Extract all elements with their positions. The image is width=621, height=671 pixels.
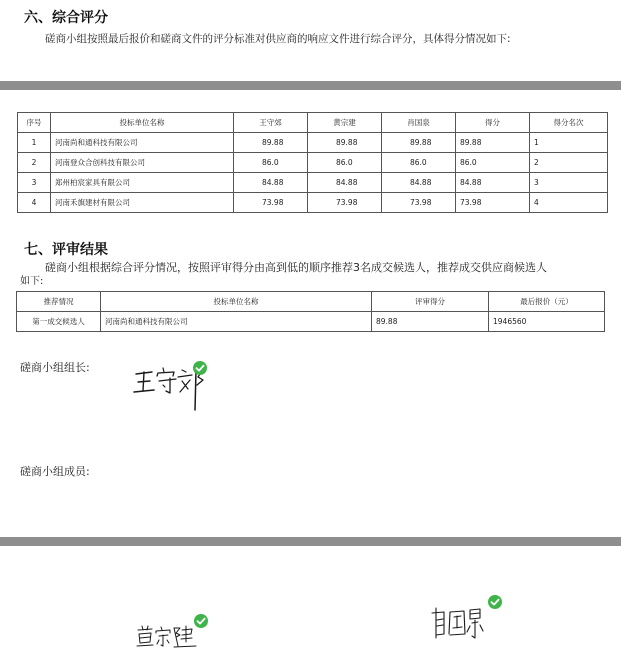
table-cell: 73.98	[456, 193, 530, 213]
result-col-header: 投标单位名称	[101, 292, 372, 312]
score-col-header: 序号	[18, 113, 51, 133]
table-row	[18, 133, 608, 153]
score-col-header: 肖国泉	[382, 113, 456, 133]
verified-check-icon	[488, 595, 502, 609]
table-cell: 河南登众合创科技有限公司	[51, 153, 234, 173]
table-cell: 73.98	[308, 193, 382, 213]
table-cell: 河南禾旗建材有限公司	[51, 193, 234, 213]
table-cell: 4	[530, 193, 608, 213]
result-table-header-row	[17, 292, 605, 312]
result-table	[16, 291, 605, 332]
verified-check-icon	[194, 614, 208, 628]
table-cell: 3	[530, 173, 608, 193]
score-col-header: 黄宗建	[308, 113, 382, 133]
table-cell: 河南尚和通科技有限公司	[101, 312, 372, 332]
score-table-header-row	[18, 113, 608, 133]
table-cell: 86.0	[308, 153, 382, 173]
table-cell: 2	[18, 153, 51, 173]
table-cell: 73.98	[382, 193, 456, 213]
member-signature-2	[428, 604, 498, 644]
table-cell: 84.88	[456, 173, 530, 193]
table-row	[18, 173, 608, 193]
table-cell: 第一成交候选人	[17, 312, 101, 332]
table-cell: 89.88	[372, 312, 489, 332]
table-cell: 2	[530, 153, 608, 173]
table-cell: 86.0	[382, 153, 456, 173]
table-row	[17, 312, 605, 332]
section-6-text: 磋商小组按照最后报价和磋商文件的评分标准对供应商的响应文件进行综合评分，具体得分情况如下:	[45, 33, 511, 45]
table-cell: 84.88	[382, 173, 456, 193]
table-cell: 3	[18, 173, 51, 193]
table-row	[18, 193, 608, 213]
score-table	[17, 112, 608, 213]
table-row	[18, 153, 608, 173]
members-label: 磋商小组成员:	[20, 465, 90, 478]
section-7-heading: 七、评审结果	[24, 242, 108, 258]
table-cell: 郑州柏宸家具有限公司	[51, 173, 234, 193]
table-cell: 86.0	[456, 153, 530, 173]
table-cell: 89.88	[308, 133, 382, 153]
table-cell: 73.98	[234, 193, 308, 213]
score-col-header: 王守郊	[234, 113, 308, 133]
result-col-header: 推荐情况	[17, 292, 101, 312]
score-col-header: 投标单位名称	[51, 113, 234, 133]
table-cell: 河南尚和通科技有限公司	[51, 133, 234, 153]
score-col-header: 得分名次	[530, 113, 608, 133]
table-cell: 1946560	[489, 312, 605, 332]
result-col-header: 最后报价（元）	[489, 292, 605, 312]
page-divider-bottom	[0, 537, 621, 546]
table-cell: 89.88	[456, 133, 530, 153]
table-cell: 86.0	[234, 153, 308, 173]
table-cell: 84.88	[308, 173, 382, 193]
verified-check-icon	[193, 361, 207, 375]
table-cell: 84.88	[234, 173, 308, 193]
table-cell: 1	[18, 133, 51, 153]
table-cell: 1	[530, 133, 608, 153]
page-divider-top	[0, 81, 621, 90]
table-cell: 89.88	[234, 133, 308, 153]
result-col-header: 评审得分	[372, 292, 489, 312]
leader-label: 磋商小组组长:	[20, 361, 90, 374]
table-cell: 89.88	[382, 133, 456, 153]
section-7-text: 磋商小组根据综合评分情况，按照评审得分由高到低的顺序推荐3名成交候选人，推荐成交供应商候选人	[45, 261, 547, 274]
table-cell: 4	[18, 193, 51, 213]
section-6-heading: 六、综合评分	[24, 10, 108, 26]
score-col-header: 得分	[456, 113, 530, 133]
section-7-text-cont: 如下:	[20, 276, 44, 287]
